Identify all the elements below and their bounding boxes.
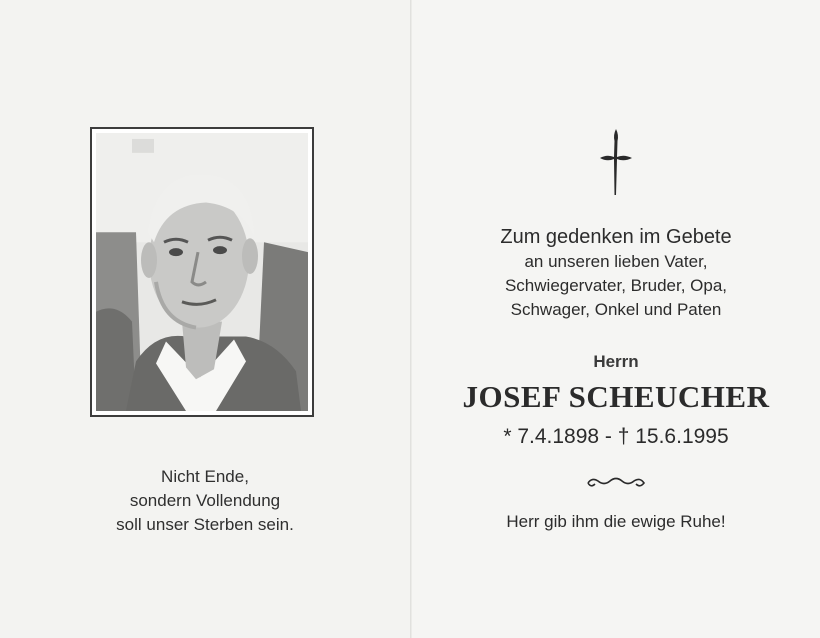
verse-line: Nicht Ende, xyxy=(161,467,249,486)
life-dates: * 7.4.1898 - † 15.6.1995 xyxy=(503,425,729,448)
photo-frame xyxy=(90,127,314,417)
portrait-photo xyxy=(96,133,308,411)
intro xyxy=(412,224,820,322)
cross-icon xyxy=(598,127,634,197)
salutation: Herrn xyxy=(593,352,639,371)
intro-line: an unseren lieben Vater, xyxy=(524,252,708,271)
right-panel xyxy=(412,0,820,638)
intro-line: Schwiegervater, Bruder, Opa, xyxy=(504,276,728,295)
intro-line: Schwager, Onkel und Paten xyxy=(510,300,722,319)
verse-line: sondern Vollendung xyxy=(129,491,281,510)
portrait-photo-icon xyxy=(96,133,308,411)
verse-line: soll unser Sterben sein. xyxy=(116,515,294,534)
flourish-ornament-icon xyxy=(584,475,648,491)
deceased-name: JOSEF SCHEUCHER xyxy=(462,379,770,414)
closing-prayer: Herr gib ihm die ewige Ruhe! xyxy=(506,512,726,531)
intro-title: Zum gedenken im Gebete xyxy=(500,226,732,248)
verse xyxy=(60,465,350,537)
